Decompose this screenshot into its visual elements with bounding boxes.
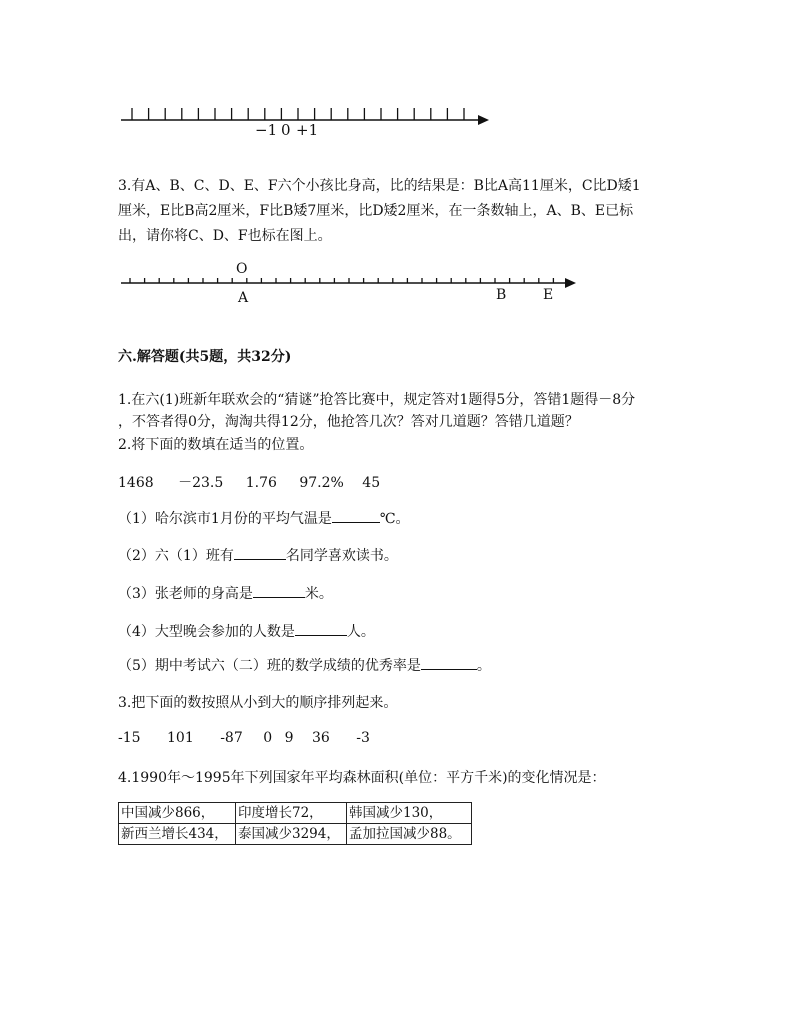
problem-4-title: 4.1990年～1995年下列国家年平均森林面积(单位：平方千米)的变化情况是：: [118, 770, 606, 786]
number-item: 0: [263, 730, 273, 746]
number-item: 1468: [118, 475, 154, 491]
table-row: [119, 824, 472, 845]
number-line-2-arrow: [565, 278, 576, 288]
number-line-2: [118, 270, 588, 300]
number-item: -15: [118, 730, 141, 746]
number-item: 101: [167, 730, 194, 746]
forest-change-table: [118, 802, 472, 845]
fill-item-3: [118, 583, 333, 603]
number-item: 1.76: [245, 475, 277, 491]
fill-item-prefix: （4）大型晚会参加的人数是: [118, 624, 295, 640]
number-line-2-point-e: E: [543, 287, 554, 303]
answer-blank[interactable]: [421, 655, 477, 670]
table-cell: 中国减少866，: [119, 803, 236, 824]
number-line-2-point-a: A: [238, 290, 249, 306]
fill-item-prefix: （5）期中考试六（二）班的数学成绩的优秀率是: [118, 658, 421, 674]
table-cell: 韩国减少130，: [347, 803, 472, 824]
number-item: －23.5: [178, 475, 224, 491]
number-item: 36: [311, 730, 330, 746]
table-cell: 新西兰增长434，: [119, 824, 236, 845]
table-cell: 孟加拉国减少88。: [347, 824, 472, 845]
table-cell: 泰国减少3294，: [236, 824, 347, 845]
fill-item-4: [118, 621, 375, 641]
answer-blank[interactable]: [295, 621, 347, 636]
question-3-line-2: 厘米，E比B高2厘米，F比B矮7厘米，比D矮2厘米，在一条数轴上，A、B、E已标: [118, 203, 634, 219]
answer-blank[interactable]: [332, 508, 380, 523]
question-3-line-3: 出，请你将C、D、F也标在图上。: [118, 228, 332, 244]
fill-item-prefix: （1）哈尔滨市1月份的平均气温是: [118, 511, 332, 527]
number-item: -3: [356, 730, 370, 746]
problem-2-title: 2.将下面的数填在适当的位置。: [118, 437, 314, 453]
problem-1-line-2: ，不答者得0分，淘淘共得12分，他抢答几次？答对几道题？答错几道题？: [118, 414, 579, 430]
number-line-1-label-pos1: +1: [296, 121, 319, 139]
fill-item-suffix: ℃。: [379, 511, 410, 527]
fill-item-2: [118, 545, 398, 565]
question-3-text: [118, 174, 688, 249]
section-heading: 六.解答题(共5题，共32分): [118, 349, 292, 365]
answer-blank[interactable]: [234, 545, 286, 560]
number-line-2-point-b: B: [496, 287, 507, 303]
fill-item-suffix: 米。: [304, 586, 333, 602]
fill-item-suffix: 。: [476, 658, 491, 674]
number-item: 9: [284, 730, 294, 746]
number-line-1-label-0: 0: [281, 121, 291, 139]
number-item: 45: [362, 475, 381, 491]
problem-3-title: 3.把下面的数按照从小到大的顺序排列起来。: [118, 695, 398, 711]
fill-item-prefix: （2）六（1）班有: [118, 548, 234, 564]
number-line-1-label-neg1: −1: [255, 121, 278, 139]
problem-3-numbers: [118, 730, 370, 746]
problem-1: [118, 389, 688, 433]
problem-1-line-1: 1.在六(1)班新年联欢会的“猜谜”抢答比赛中，规定答对1题得5分，答错1题得－8分: [118, 392, 636, 408]
table-row: [119, 803, 472, 824]
problem-2-numbers: [118, 472, 380, 492]
fill-item-prefix: （3）张老师的身高是: [118, 586, 253, 602]
question-3-line-1: 3.有A、B、C、D、E、F六个小孩比身高，比的结果是：B比A高11厘米，C比D矮1: [118, 178, 641, 194]
number-line-2-origin-label: O: [236, 261, 248, 277]
fill-item-1: [118, 508, 410, 528]
fill-item-suffix: 名同学喜欢读书。: [285, 548, 398, 564]
fill-item-5: [118, 655, 491, 675]
number-item: -87: [220, 730, 243, 746]
number-line-1-ticks: [132, 108, 464, 120]
answer-blank[interactable]: [253, 583, 305, 598]
number-line-1-arrow: [478, 115, 489, 125]
fill-item-suffix: 人。: [346, 624, 375, 640]
number-item: 97.2%: [299, 475, 344, 491]
table-cell: 印度增长72，: [236, 803, 347, 824]
